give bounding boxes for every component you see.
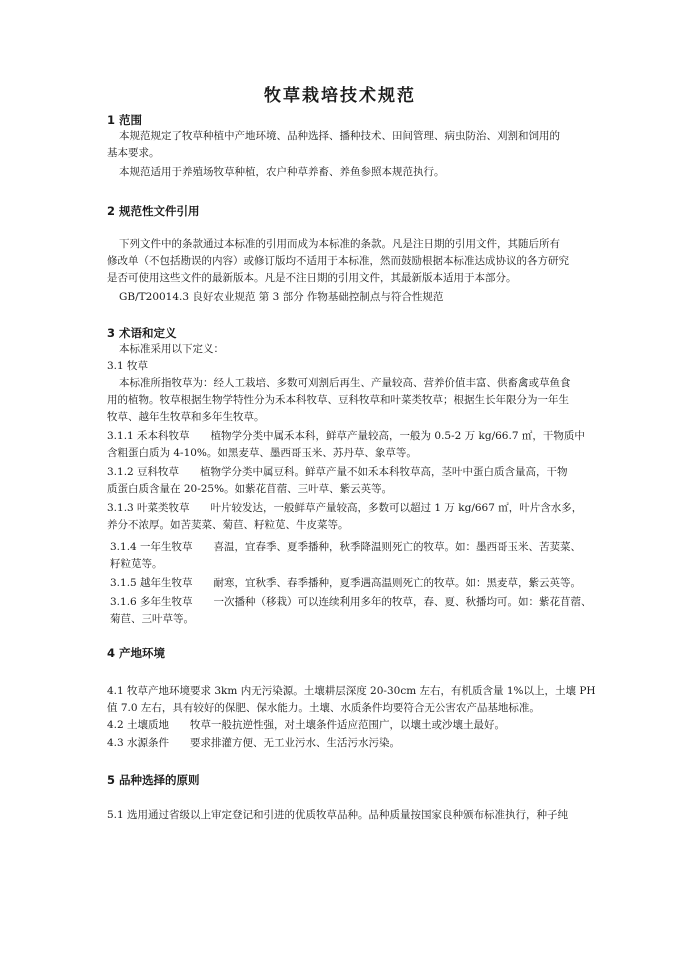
- term-definition: 3.1.6 多年生牧草 一次播种（移栽）可以连续利用多年的牧草，春、夏、秋播均可。如：紫花苜蓿、: [110, 596, 592, 608]
- paragraph-line: 4.3 水源条件 要求排灌方便、无工业污水、生活污水污染。: [107, 737, 401, 749]
- paragraph-line: 质蛋白质含量在 20-25%。如紫花苜蓿、三叶草、紫云英等。: [107, 483, 393, 495]
- term-definition: 3.1.2 豆科牧草 植物学分类中属豆科。鲜草产量不如禾本科牧草高，茎叶中蛋白质含量高，干物: [107, 466, 568, 478]
- term-heading: 3.1 牧草: [107, 360, 149, 372]
- paragraph-line: 本规范规定了牧草种植中产地环境、品种选择、播种技术、田间管理、病虫防治、刈割和饲用的: [119, 130, 560, 142]
- term-definition: 3.1.3 叶菜类牧草 叶片较发达，一般鲜草产量较高，多数可以超过 1 万 kg/667 ㎡，叶片含水多，: [107, 502, 583, 514]
- paragraph-line: 4.1 牧草产地环境要求 3km 内无污染源。土壤耕层深度 20-30cm 左右，有机质含量 1%以上，土壤 PH: [107, 685, 596, 697]
- section-heading-variety: 5 品种选择的原则: [107, 773, 200, 787]
- term-definition: 3.1.1 禾本科牧草 植物学分类中属禾本科，鲜草产量较高，一般为 0.5-2 万 kg/66.7 ㎡，干物质中: [107, 430, 585, 442]
- paragraph-line: 本标准采用以下定义：: [119, 343, 224, 355]
- paragraph-line: 本规范适用于养殖场牧草种植，农户种草养畜、养鱼参照本规范执行。: [119, 166, 445, 178]
- paragraph-line: 含粗蛋白质为 4-10%。如黑麦草、墨西哥玉米、苏丹草、象草等。: [107, 447, 417, 459]
- paragraph-line: 是否可使用这些文件的最新版本。凡是不注日期的引用文件，其最新版本适用于本部分。: [107, 272, 517, 284]
- section-heading-references: 2 规范性文件引用: [107, 204, 200, 218]
- paragraph-line: 下列文件中的条款通过本标准的引用而成为本标准的条款。凡是注日期的引用文件，其随后所有: [119, 238, 560, 250]
- paragraph-line: 牧草、越年生牧草和多年生牧草。: [107, 411, 265, 423]
- reference-item: GB/T20014.3 良好农业规范 第 3 部分 作物基础控制点与符合性规范: [119, 291, 444, 303]
- section-heading-environment: 4 产地环境: [107, 646, 166, 660]
- section-heading-scope: 1 范围: [107, 113, 143, 127]
- page-title: 牧草栽培技术规范: [264, 86, 416, 106]
- paragraph-line: 值 7.0 左右，具有较好的保肥、保水能力。土壤、水质条件均要符合无公害农产品基地标准。: [107, 702, 540, 714]
- paragraph-line: 5.1 选用通过省级以上审定登记和引进的优质牧草品种。品种质量按国家良种颁布标准执行，种子纯: [107, 809, 569, 821]
- paragraph-line: 本标准所指牧草为：经人工栽培、多数可刈割后再生、产量较高、营养价值丰富、供畜禽或草鱼食: [119, 377, 571, 389]
- section-heading-terms: 3 术语和定义: [107, 326, 177, 340]
- paragraph-line: 用的植物。牧草根据生物学特性分为禾本科牧草、豆科牧草和叶菜类牧草；根据生长年限分为一年生: [107, 394, 569, 406]
- paragraph-line: 养分不浓厚。如苦荬菜、菊苣、籽粒苋、牛皮菜等。: [107, 519, 349, 531]
- paragraph-line: 4.2 土壤质地 牧草一般抗逆性强，对土壤条件适应范围广，以壤土或沙壤土最好。: [107, 719, 506, 731]
- paragraph-line: 籽粒苋等。: [110, 558, 163, 570]
- term-definition: 3.1.4 一年生牧草 喜温，宜春季、夏季播种，秋季降温则死亡的牧草。如：墨西哥玉米、苦荬菜、: [110, 541, 582, 553]
- paragraph-line: 菊苣、三叶草等。: [110, 613, 194, 625]
- paragraph-line: 基本要求。: [107, 147, 160, 159]
- term-definition: 3.1.5 越年生牧草 耐寒，宜秋季、春季播种，夏季遇高温则死亡的牧草。如：黑麦草，紫云英等。: [110, 577, 582, 589]
- paragraph-line: 修改单（不包括勘误的内容）或修订版均不适用于本标准，然而鼓励根据本标准达成协议的各方研究: [107, 255, 569, 267]
